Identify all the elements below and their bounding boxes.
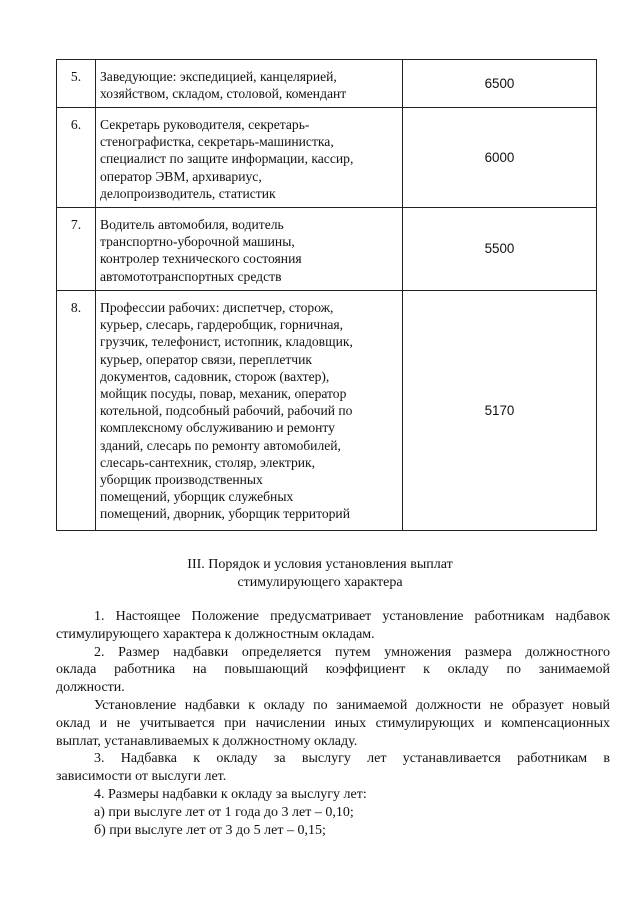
section-body	[56, 608, 610, 839]
table-row	[57, 60, 597, 108]
list-item: б) при выслуге лет от 3 до 5 лет – 0,15;	[94, 822, 326, 838]
position-names: Заведующие: экспедицией, канцелярией, хозяйством, складом, столовой, комендант	[96, 60, 403, 108]
paragraph: 3. Надбавка к окладу за выслугу лет устанавливается работникам в зависимости от выслуги лет.	[56, 751, 610, 785]
salary-amount: 6000	[403, 108, 597, 208]
paragraph: 1. Настоящее Положение предусматривает установление работникам надбавок стимулирующего характера к должностным окладам.	[56, 609, 610, 642]
position-names: Секретарь руководителя, секретарь- стенографистка, секретарь-машинистка, специалист по защите информации, кассир, оператор ЭВМ, архивариус, делопроизводитель, статистик	[96, 108, 403, 208]
table-row	[57, 208, 597, 291]
table-row	[57, 291, 597, 531]
salary-amount: 5500	[403, 208, 597, 291]
salary-amount: 5170	[403, 291, 597, 531]
list-item: а) при выслуге лет от 1 года до 3 лет – 0,10;	[94, 804, 354, 820]
table-row	[57, 108, 597, 208]
row-number: 8.	[57, 291, 96, 531]
salary-table	[56, 59, 597, 531]
position-names: Водитель автомобиля, водитель транспортно-уборочной машины, контролер технического состояния автомототранспортных средств	[96, 208, 403, 291]
paragraph: 2. Размер надбавки определяется путем умножения размера должностного оклада работника на повышающий коэффициент к окладу по занимаемой должности.	[56, 644, 610, 696]
row-number: 7.	[57, 208, 96, 291]
salary-amount: 6500	[403, 60, 597, 108]
paragraph: Установление надбавки к окладу по занимаемой должности не образует новый оклад и не учитывается при начислении иных стимулирующих и компенсационных выплат, устанавливаемых к должностному окладу.	[56, 697, 610, 749]
row-number: 6.	[57, 108, 96, 208]
section-title-line: стимулирующего характера	[237, 575, 403, 590]
row-number: 5.	[57, 60, 96, 108]
paragraph: 4. Размеры надбавки к окладу за выслугу лет:	[94, 786, 367, 802]
position-names: Профессии рабочих: диспетчер, сторож, курьер, слесарь, гардеробщик, горничная, грузчик, телефонист, истопник, кладовщик, курьер, оператор связи, переплетчик документов, садовник, сторож (вахтер), мойщик посуды, повар, механик, оператор котельной, подсобный рабочий, рабочий по комплексному обслуживанию и ремонту зданий, слесарь по ремонту автомобилей, слесарь-сантехник, столяр, электрик, уборщик производственных помещений, уборщик служебных помещений, дворник, уборщик территорий	[96, 291, 403, 531]
section-heading	[0, 556, 640, 592]
section-title-line: III. Порядок и условия установления выплат	[187, 557, 453, 572]
